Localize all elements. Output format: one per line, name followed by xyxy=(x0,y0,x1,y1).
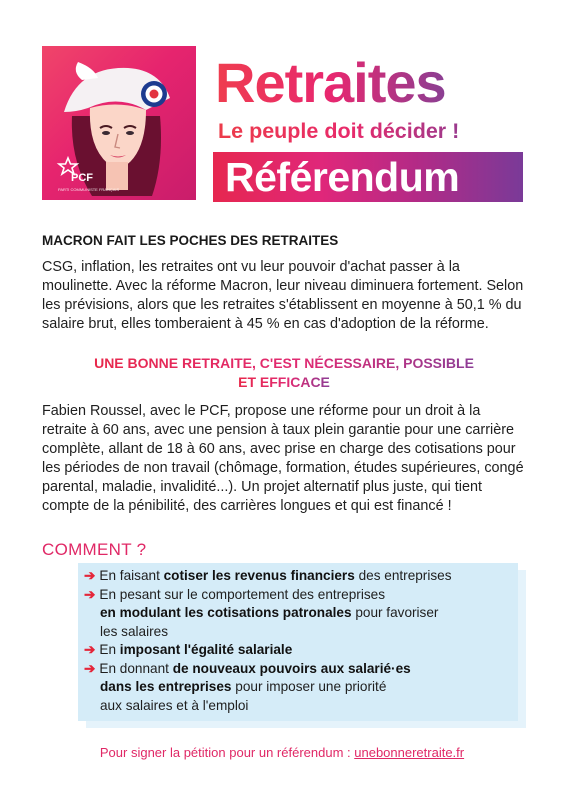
page-title: Retraites xyxy=(215,51,446,114)
arrow-right-icon: ➔ xyxy=(84,586,96,602)
page-subtitle: Le peuple doit décider ! xyxy=(218,119,460,143)
list-item-continuation: les salaires xyxy=(100,623,168,639)
referendum-banner xyxy=(213,152,523,202)
pcf-tagline: PARTI COMMUNISTE FRANÇAIS xyxy=(58,187,120,192)
heading-line-2: ET EFFICACE xyxy=(238,374,330,390)
list-item: ➔ En faisant cotiser les revenus financiers des entreprises xyxy=(84,568,452,583)
footer-text: Pour signer la pétition pour un référendum : xyxy=(99,745,355,760)
referendum-label: Référendum xyxy=(225,154,460,200)
arrow-right-icon: ➔ xyxy=(84,568,96,583)
list-item: ➔ En imposant l'égalité salariale xyxy=(84,642,293,657)
list-item: ➔ En donnant de nouveaux pouvoirs aux salarié·es xyxy=(84,660,411,676)
section-text-macron: CSG, inflation, les retraites ont vu leur pouvoir d'achat passer à la moulinette. Avec la réforme Macron, leur niveau diminuera fortement. Selon les prévisions, alors que les retraites s'établissent en moyenne à 50,1 % du salaire brut, elles tomberaient à 45 % en cas d'adoption de la réforme. xyxy=(42,259,524,332)
list-item-continuation: aux salaires et à l'emploi xyxy=(100,697,249,713)
arrow-right-icon: ➔ xyxy=(84,642,96,657)
section-heading-macron: MACRON FAIT LES POCHES DES RETRAITES xyxy=(42,233,339,248)
proposals-box xyxy=(78,563,518,721)
petition-footer xyxy=(0,745,564,760)
section-text-proposition: Fabien Roussel, avec le PCF, propose une réforme pour un droit à la retraite à 60 ans, avec une pension à taux plein garantie pour une carrière complète, allant de 18 à 60 ans, avec prise en charge des cotisations pour les périodes de non travail (chômage, formation, études supérieures, congé parental, maladie, invalidité...). Un projet alternatif plus juste, qui tient compte de la pénibilité, des carrières longues et qui est financé ! xyxy=(42,403,524,514)
arrow-right-icon: ➔ xyxy=(84,660,96,676)
list-item-continuation: dans les entreprises pour imposer une priorité xyxy=(100,679,387,694)
section-heading-bonne-retraite xyxy=(42,354,526,392)
pcf-brand-label: PCF xyxy=(71,172,93,184)
heading-line-1: UNE BONNE RETRAITE, C'EST NÉCESSAIRE, POSSIBLE xyxy=(94,355,474,371)
petition-link[interactable]: unebonneretraite.fr xyxy=(354,745,465,760)
list-item: ➔ En pesant sur le comportement des entreprises xyxy=(84,586,386,602)
comment-heading: COMMENT ? xyxy=(42,540,147,559)
pcf-logo xyxy=(42,46,196,200)
pcf-brand xyxy=(58,172,93,184)
list-item-continuation: en modulant les cotisations patronales pour favoriser xyxy=(100,605,439,620)
